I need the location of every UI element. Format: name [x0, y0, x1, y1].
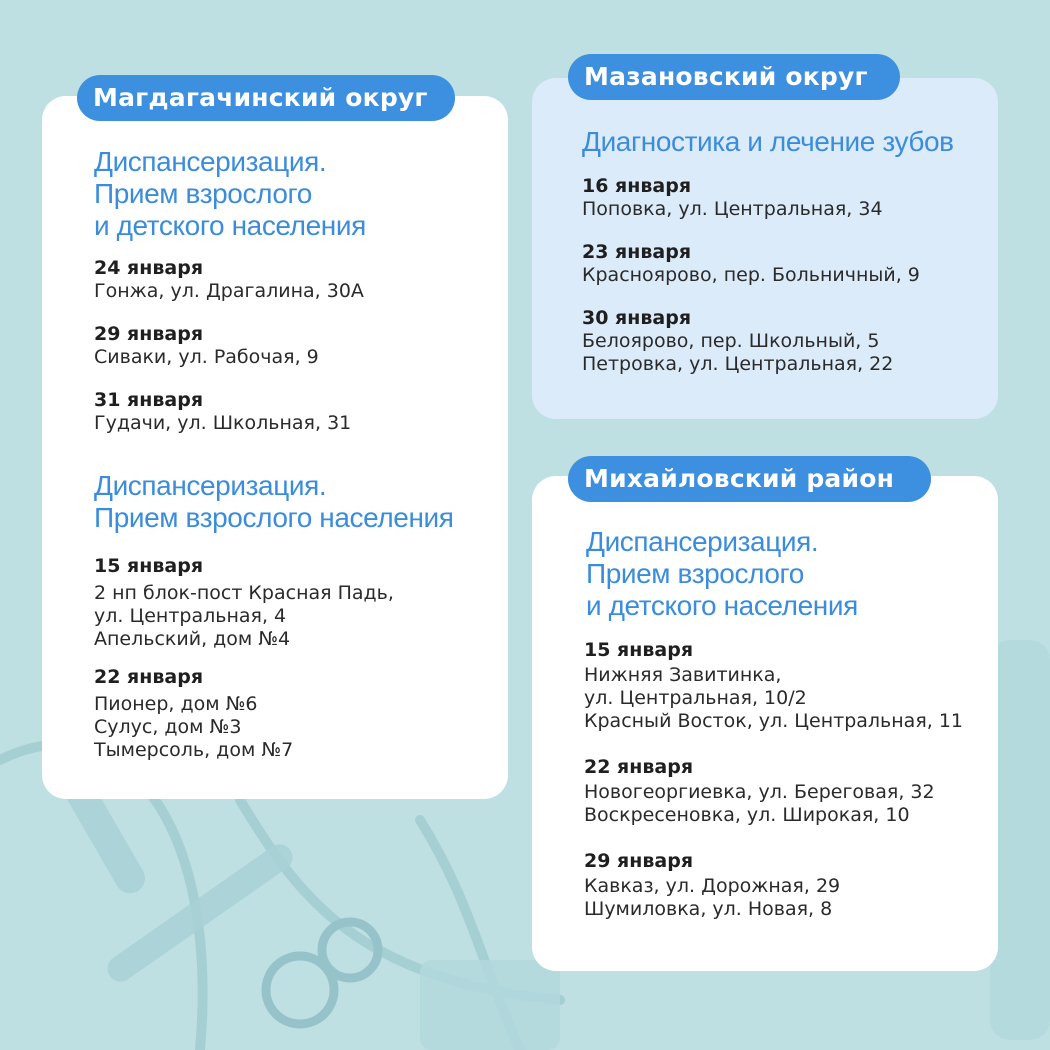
entry-address: Нижняя Завитинка, ул. Центральная, 10/2 Красный Восток, ул. Центральная, 11	[584, 664, 963, 732]
mazanovo-card	[532, 78, 998, 419]
entry-address: Белоярово, пер. Школьный, 5 Петровка, ул. Центральная, 22	[582, 330, 894, 375]
entry-address: Пионер, дом №6 Сулус, дом №3 Тымерсоль, дом №7	[94, 693, 294, 761]
section-heading: Диспансеризация. Прием взрослого и детского населения	[94, 146, 366, 241]
mazanovo-section1-heading	[582, 126, 954, 158]
entry-date: 29 января	[584, 850, 694, 872]
schedule-entry	[582, 174, 992, 221]
section-heading: Диагностика и лечение зубов	[582, 126, 954, 157]
entry-address: Гонжа, ул. Драгалина, 30А	[94, 280, 364, 302]
mazanovo-title-badge: Мазановский округ	[568, 54, 900, 100]
schedule-entry	[584, 638, 994, 733]
schedule-entry	[94, 388, 494, 435]
schedule-entry	[94, 256, 494, 303]
schedule-entry	[94, 665, 494, 762]
schedule-entry	[584, 755, 994, 827]
entry-date: 15 января	[94, 555, 204, 577]
entry-address: Кавказ, ул. Дорожная, 29 Шумиловка, ул. Новая, 8	[584, 875, 841, 920]
entry-date: 22 января	[94, 666, 204, 688]
entry-date: 24 января	[94, 257, 204, 279]
entry-address: Сиваки, ул. Рабочая, 9	[94, 346, 319, 368]
magdagachi-section1-entries	[94, 256, 494, 449]
entry-date: 22 января	[584, 756, 694, 778]
mikhailovka-title-badge: Михайловский район	[568, 456, 931, 502]
entry-date: 31 января	[94, 389, 204, 411]
schedule-entry	[582, 240, 992, 287]
entry-date: 29 января	[94, 323, 204, 345]
schedule-entry	[582, 306, 992, 376]
entry-address: Поповка, ул. Центральная, 34	[582, 198, 883, 220]
mikhailovka-card	[532, 476, 998, 971]
entry-address: Новогеоргиевка, ул. Береговая, 32 Воскресеновка, ул. Широкая, 10	[584, 781, 935, 826]
magdagachi-title-badge: Магдагачинский округ	[77, 75, 455, 121]
mikhailovka-section1-heading	[586, 526, 858, 622]
magdagachi-section1-heading	[94, 146, 366, 242]
magdagachi-section2-heading	[94, 470, 454, 534]
magdagachi-section2-entries	[94, 554, 494, 776]
mazanovo-section1-entries	[582, 174, 992, 390]
schedule-entry	[94, 322, 494, 369]
section-heading: Диспансеризация. Прием взрослого населения	[94, 470, 454, 533]
entry-address: 2 нп блок-пост Красная Падь, ул. Центральная, 4 Апельский, дом №4	[94, 582, 394, 650]
schedule-entry	[94, 554, 494, 651]
entry-address: Краснoярово, пер. Больничный, 9	[582, 264, 920, 286]
mikhailovka-section1-entries	[584, 638, 994, 935]
entry-date: 15 января	[584, 639, 694, 661]
schedule-entry	[584, 849, 994, 921]
entry-date: 16 января	[582, 175, 692, 197]
section-heading: Диспансеризация. Прием взрослого и детского населения	[586, 526, 858, 621]
entry-address: Гудачи, ул. Школьная, 31	[94, 412, 352, 434]
entry-date: 30 января	[582, 307, 692, 329]
entry-date: 23 января	[582, 241, 692, 263]
magdagachi-card	[42, 96, 508, 799]
